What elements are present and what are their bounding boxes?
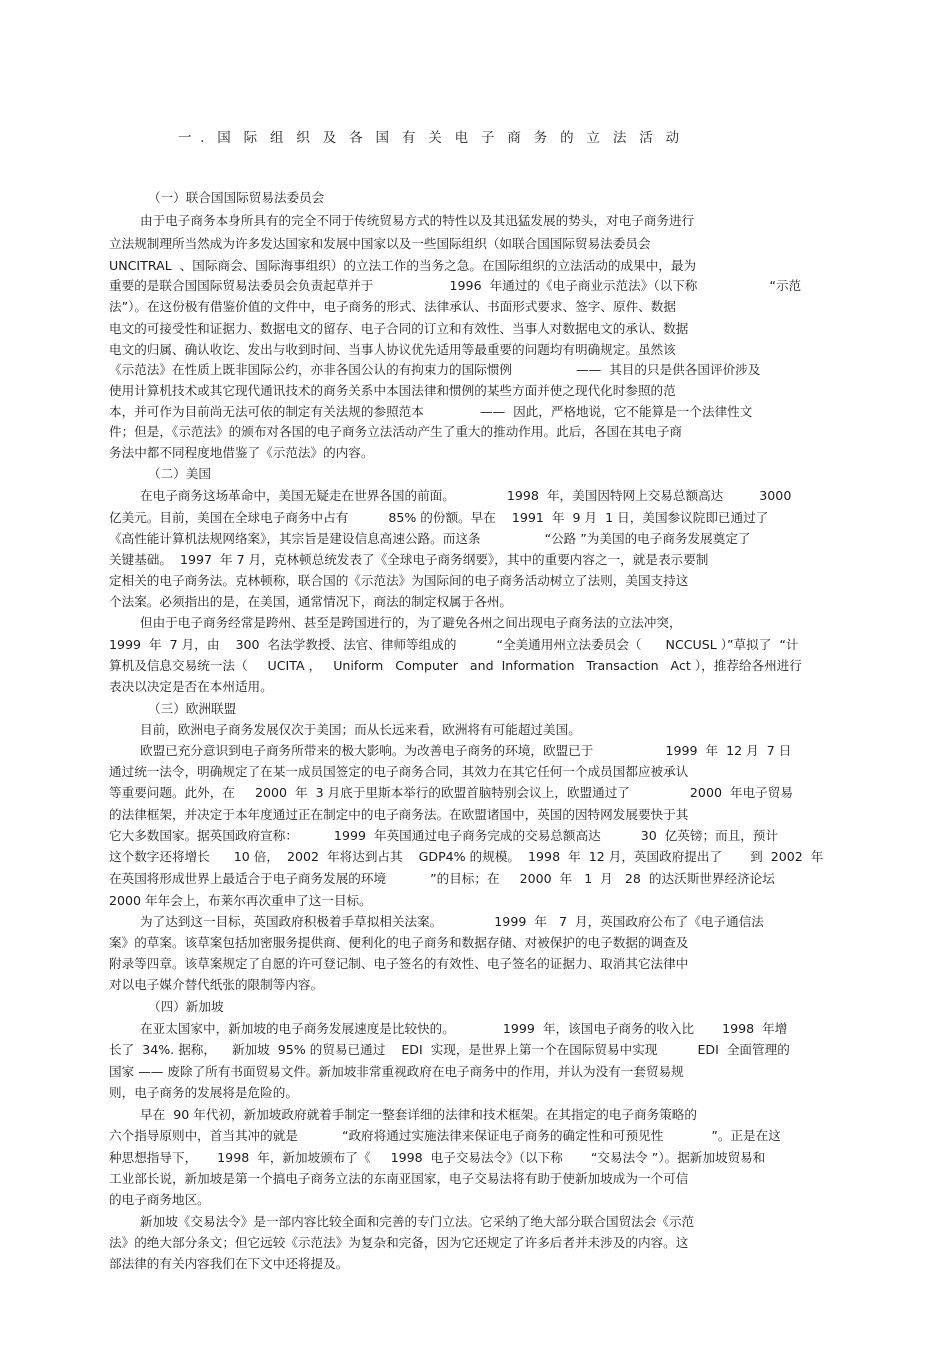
paragraph-line: 则，电子商务的发展将是危险的。 [109, 1085, 298, 1100]
paragraph-line: 附录等四章。该草案规定了自愿的许可登记制、电子签名的有效性、电子签名的证据力、取消其它法律中 [109, 956, 689, 971]
paragraph-line: 这个数字还将增长 10 倍， 2002 年将达到占其 GDP4% 的规模。 1998 年 12 月，英国政府提出了 到 2002 年 [109, 849, 824, 864]
paragraph-line: 对以电子媒介替代纸张的限制等内容。 [109, 977, 324, 992]
document-title: 一 . 国 际 组 织 及 各 国 有 关 电 子 商 务 的 立 法 活 动 [178, 130, 680, 146]
paragraph-line: 法”）。在这份极有借鉴价值的文件中，电子商务的形式、法律承认、书面形式要求、签字、原件、数据 [109, 299, 676, 314]
paragraph-line: 个法案。必须指出的是，在美国，通常情况下，商法的制定权属于各州。 [109, 594, 512, 609]
paragraph-line: 1999 年 7 月，由 300 名法学教授、法官、律师等组成的 “全美通用州立法委员会（ NCCUSL ）”草拟了 “计 [109, 637, 799, 652]
paragraph-line: 电文的可接受性和证据力、数据电文的留存、电子合同的订立和有效性、当事人对数据电文的承认、数据 [109, 321, 689, 336]
paragraph-line: 的法律框架，并决定于本年度通过正在制定中的电子商务法。在欧盟诸国中，英国的因特网发展要快于其 [109, 807, 689, 822]
paragraph-line: 2000 年年会上，布莱尔再次重申了这一目标。 [109, 893, 372, 908]
paragraph-line: 国家 —— 废除了所有书面贸易文件。新加坡非常重视政府在电子商务中的作用，并认为没有一套贸易规 [109, 1064, 684, 1079]
paragraph-line: 种思想指导下， 1998 年，新加坡颁布了《 1998 电子交易法令》（以下称 “交易法令 ”）。据新加坡贸易和 [109, 1150, 766, 1165]
paragraph-line: 重要的是联合国国际贸易法委员会负责起草并于 1996 年通过的《电子商业示范法》（以下称 “示范 [109, 278, 802, 293]
paragraph-line: 它大多数国家。据英国政府宣称： 1999 年英国通过电子商务完成的交易总额高达 30 亿英镑；而且，预计 [109, 828, 779, 843]
paragraph-line: 的电子商务地区。 [109, 1192, 210, 1207]
paragraph-line: 为了达到这一目标，英国政府积极着手草拟相关法案。 1999 年 7 月，英国政府公布了《电子通信法 [140, 914, 764, 929]
paragraph-line: 部法律的有关内容我们在下文中还将提及。 [109, 1256, 349, 1271]
paragraph-line: 法》的绝大部分条文；但它远较《示范法》为复杂和完备，因为它还规定了许多后者并未涉及的内容。这 [109, 1235, 689, 1250]
paragraph-line: 长了 34%. 据称， 新加坡 95% 的贸易已通过 EDI 实现，是世界上第一个在国际贸易中实现 EDI 全面管理的 [109, 1042, 790, 1057]
paragraph-line: 务法中都不同程度地借鉴了《示范法》的内容。 [109, 445, 374, 460]
paragraph-line: 亿美元。目前，美国在全球电子商务中占有 85% 的份额。早在 1991 年 9 月 1 日，美国参议院即已通过了 [109, 510, 769, 525]
paragraph-line: 在电子商务这场革命中，美国无疑走在世界各国的前面。 1998 年，美国因特网上交易总额高达 3000 [140, 488, 792, 503]
paragraph-line: 《示范法》在性质上既非国际公约，亦非各国公认的有拘束力的国际惯例 —— 其目的只是供各国评价涉及 [109, 362, 761, 377]
paragraph-line: 件；但是，《示范法》的颁布对各国的电子商务立法活动产生了重大的推动作用。此后，各国在其电子商 [109, 424, 683, 439]
paragraph-line: 新加坡《交易法令》是一部内容比较全面和完善的专门立法。它采纳了绝大部分联合国贸法会《示范 [140, 1214, 695, 1229]
section-heading: （二）美国 [148, 466, 211, 481]
section-heading: （三）欧洲联盟 [148, 701, 237, 716]
paragraph-line: 通过统一法令，明确规定了在某一成员国签定的电子商务合同，其效力在其它任何一个成员国都应被承认 [109, 764, 689, 779]
paragraph-line: 算机及信息交易统一法（ UCITA ， Uniform Computer and Information Transaction Act ），推荐给各州进行 [109, 658, 802, 673]
paragraph-line: 由于电子商务本身所具有的完全不同于传统贸易方式的特性以及其迅猛发展的势头，对电子商务进行 [140, 213, 695, 228]
paragraph-line: 本，并可作为目前尚无法可依的制定有关法规的参照范本 —— 因此，严格地说，它不能算是一个法律性文 [109, 404, 753, 419]
section-heading: （四）新加坡 [148, 999, 224, 1014]
paragraph-line: 欧盟已充分意识到电子商务所带来的极大影响。为改善电子商务的环境，欧盟已于 1999 年 12 月 7 日 [140, 743, 792, 758]
paragraph-line: 《高性能计算机法规网络案》，其宗旨是建设信息高速公路。而这条 “公路 ”为美国的电子商务发展奠定了 [109, 531, 751, 546]
section-heading: （一）联合国国际贸易法委员会 [148, 190, 325, 205]
paragraph-line: 工业部长说，新加坡是第一个搞电子商务立法的东南亚国家，电子交易法将有助于使新加坡成为一个可信 [109, 1171, 689, 1186]
paragraph-line: 电文的归属、确认收讫、发出与收到时间、当事人协议优先适用等最重要的问题均有明确规定。虽然该 [109, 342, 676, 357]
paragraph-line: 使用计算机技术或其它现代通讯技术的商务关系中本国法律和惯例的某些方面并使之现代化时参照的范 [109, 383, 676, 398]
paragraph-line: 等重要问题。此外，在 2000 年 3 月底于里斯本举行的欧盟首脑特别会议上，欧盟通过了 2000 年电子贸易 [109, 785, 793, 800]
paragraph-line: 在亚太国家中，新加坡的电子商务发展速度是比较快的。 1999 年，该国电子商务的收入比 1998 年增 [140, 1021, 788, 1036]
paragraph-line: UNCITRAL 、国际商会、国际海事组织）的立法工作的当务之急。在国际组织的立法活动的成果中，最为 [109, 258, 697, 273]
paragraph-line: 关键基础。 1997 年 7 月，克林顿总统发表了《全球电子商务纲要》，其中的重要内容之一，就是表示要制 [109, 552, 709, 567]
paragraph-line: 目前，欧洲电子商务发展仅次于美国；而从长远来看，欧洲将有可能超过美国。 [140, 722, 581, 737]
paragraph-line: 定相关的电子商务法。克林顿称，联合国的《示范法》为国际间的电子商务活动树立了法则，美国支持这 [109, 573, 689, 588]
paragraph-line: 立法规制理所当然成为许多发达国家和发展中国家以及一些国际组织（如联合国国际贸易法委员会 [109, 236, 651, 251]
paragraph-line: 早在 90 年代初，新加坡政府就着手制定一整套详细的法律和技术框架。在其指定的电子商务策略的 [140, 1107, 697, 1122]
paragraph-line: 但由于电子商务经常是跨州、甚至是跨国进行的，为了避免各州之间出现电子商务法的立法冲突， [140, 615, 682, 630]
paragraph-line: 案》的草案。该草案包括加密服务提供商、便利化的电子商务和数据存储、对被保护的电子数据的调查及 [109, 935, 689, 950]
paragraph-line: 表决以决定是否在本州适用。 [109, 679, 273, 694]
paragraph-line: 六个指导原则中，首当其冲的就是 “政府将通过实施法律来保证电子商务的确定性和可预见性 ”。正是在这 [109, 1128, 781, 1143]
paragraph-line: 在英国将形成世界上最适合于电子商务发展的环境 ”的目标；在 2000 年 1 月 28 的达沃斯世界经济论坛 [109, 871, 775, 886]
